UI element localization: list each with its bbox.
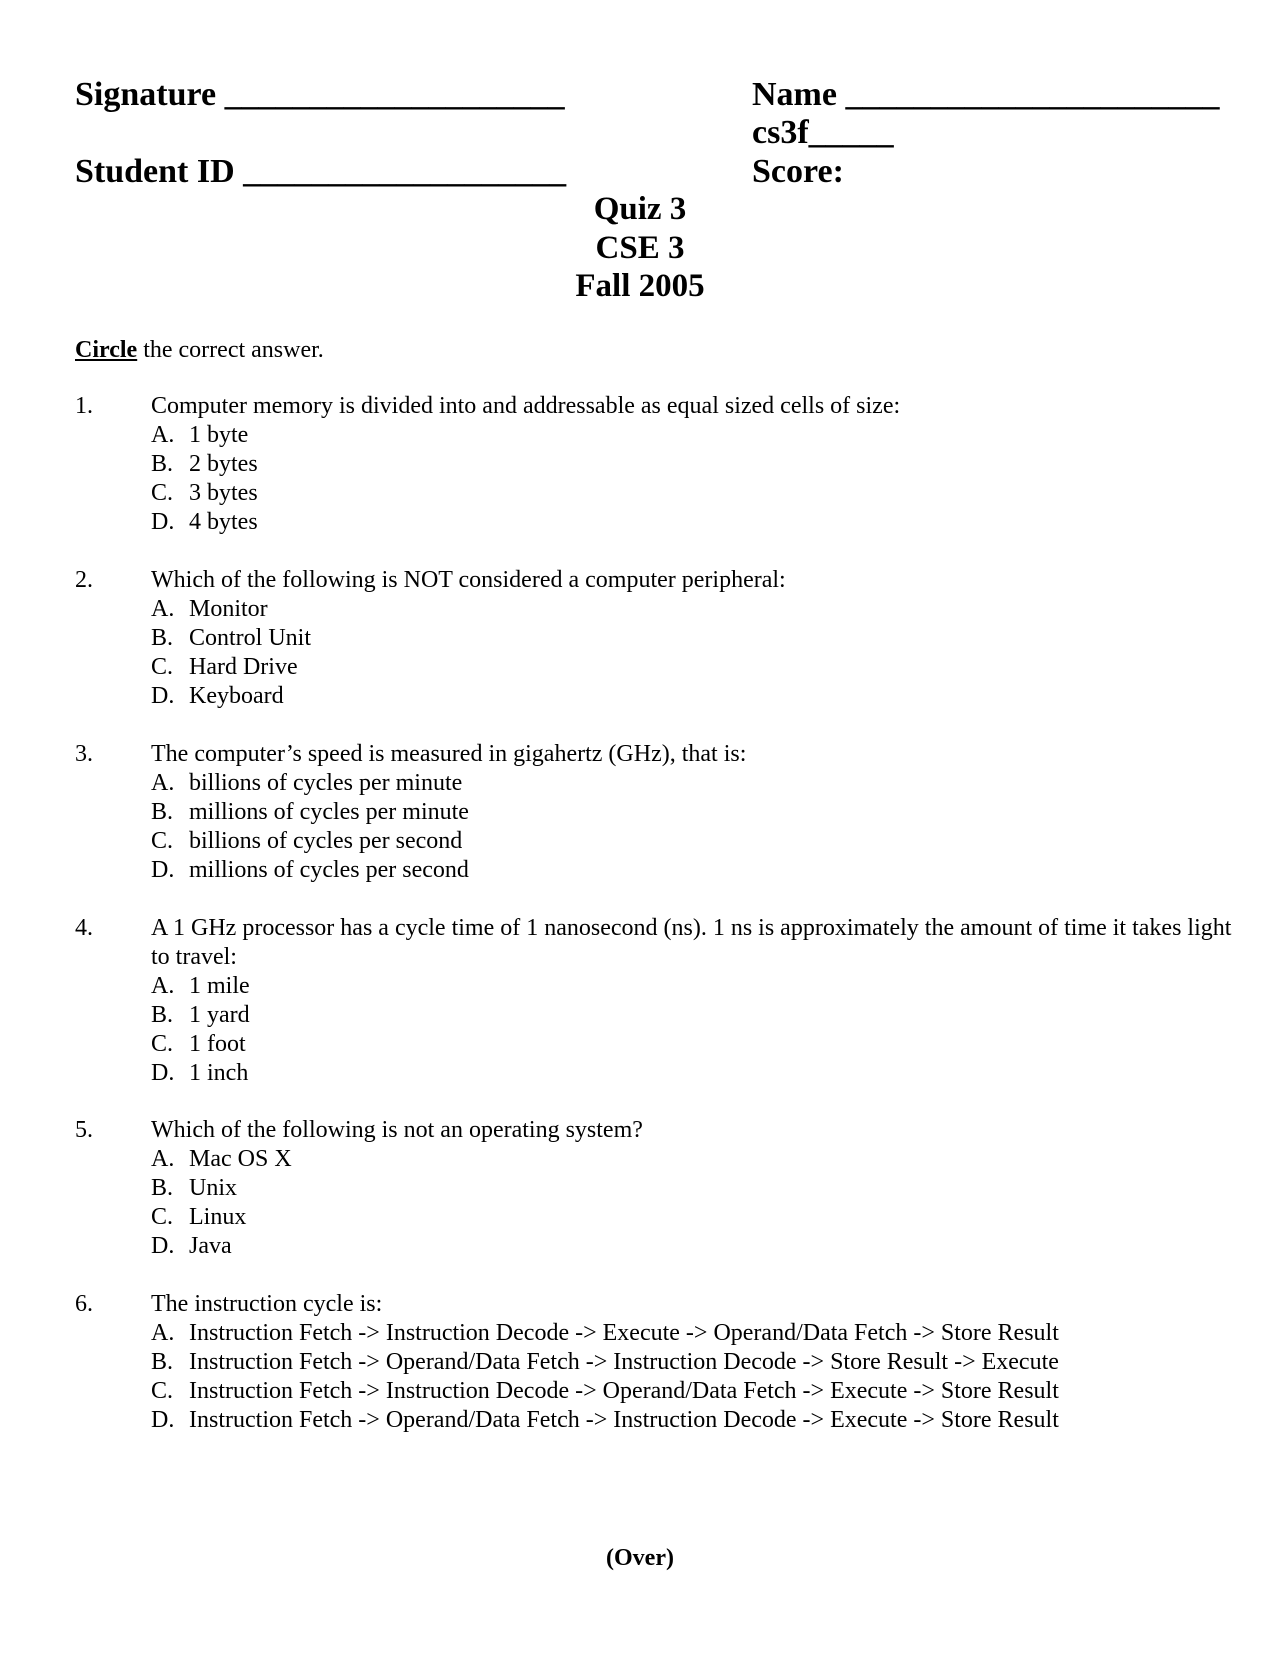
login-field: cs3f_____ xyxy=(752,114,894,151)
option-text: Linux xyxy=(189,1204,247,1230)
answer-option-d[interactable] xyxy=(151,1232,1251,1261)
option-letter: D. xyxy=(151,1407,175,1433)
question-5 xyxy=(75,1116,1251,1261)
instructions-emphasis: Circle xyxy=(75,337,138,363)
answer-option-b[interactable] xyxy=(151,1174,1251,1203)
answer-option-c[interactable] xyxy=(151,1030,1251,1059)
question-4 xyxy=(75,914,1251,1088)
answer-option-c[interactable] xyxy=(151,479,1251,508)
answer-options xyxy=(151,1145,1251,1261)
option-text: 3 bytes xyxy=(189,480,258,506)
option-text: 2 bytes xyxy=(189,451,258,477)
option-text: Control Unit xyxy=(189,625,312,651)
signature-field: Signature ____________________ xyxy=(75,76,565,113)
question-text: Computer memory is divided into and addressable as equal sized cells of size: xyxy=(151,393,901,419)
option-text: Hard Drive xyxy=(189,654,298,680)
answer-option-a[interactable] xyxy=(151,769,1251,798)
option-text: Instruction Fetch -> Operand/Data Fetch -> Instruction Decode -> Execute -> Store Result xyxy=(189,1407,1059,1433)
question-6 xyxy=(75,1290,1251,1435)
question-number: 1. xyxy=(75,393,93,419)
option-letter: B. xyxy=(151,625,174,651)
option-letter: C. xyxy=(151,480,174,506)
page-footer-over: (Over) xyxy=(606,1545,674,1571)
option-text: billions of cycles per minute xyxy=(189,770,463,796)
option-letter: B. xyxy=(151,1175,174,1201)
option-letter: B. xyxy=(151,1002,174,1028)
option-text: Monitor xyxy=(189,596,268,622)
option-letter: A. xyxy=(151,770,175,796)
answer-option-b[interactable] xyxy=(151,798,1251,827)
option-text: Instruction Fetch -> Operand/Data Fetch -> Instruction Decode -> Store Result -> Execute xyxy=(189,1349,1059,1375)
answer-options xyxy=(151,595,1251,711)
option-letter: B. xyxy=(151,1349,174,1375)
option-letter: D. xyxy=(151,509,175,535)
answer-option-b[interactable] xyxy=(151,1001,1251,1030)
option-letter: C. xyxy=(151,654,174,680)
option-text: millions of cycles per second xyxy=(189,857,469,883)
option-text: Java xyxy=(189,1233,232,1259)
answer-option-d[interactable] xyxy=(151,856,1251,885)
option-letter: D. xyxy=(151,683,175,709)
question-text: A 1 GHz processor has a cycle time of 1 nanosecond (ns). 1 ns is approximately the amount of time it takes light to travel: xyxy=(151,915,1232,970)
answer-option-a[interactable] xyxy=(151,421,1251,450)
option-letter: C. xyxy=(151,828,174,854)
option-letter: B. xyxy=(151,799,174,825)
question-text: The instruction cycle is: xyxy=(151,1291,383,1317)
instructions-text: the correct answer. xyxy=(137,337,324,363)
option-text: Mac OS X xyxy=(189,1146,292,1172)
option-text: 1 byte xyxy=(189,422,249,448)
answer-option-b[interactable] xyxy=(151,624,1251,653)
option-letter: A. xyxy=(151,1320,175,1346)
title-quiz: Quiz 3 xyxy=(593,191,687,227)
question-1 xyxy=(75,392,1251,537)
option-text: 1 foot xyxy=(189,1031,246,1057)
option-text: Keyboard xyxy=(189,683,284,709)
option-letter: A. xyxy=(151,1146,175,1172)
option-text: millions of cycles per minute xyxy=(189,799,469,825)
answer-options xyxy=(151,421,1251,537)
option-letter: A. xyxy=(151,422,175,448)
student-id-field: Student ID ___________________ xyxy=(75,153,567,190)
option-letter: C. xyxy=(151,1204,174,1230)
answer-options xyxy=(151,1319,1251,1435)
answer-option-a[interactable] xyxy=(151,595,1251,624)
option-letter: C. xyxy=(151,1031,174,1057)
question-text: Which of the following is NOT considered a computer peripheral: xyxy=(151,567,786,593)
question-number: 4. xyxy=(75,915,93,941)
answer-option-d[interactable] xyxy=(151,1059,1251,1088)
option-letter: C. xyxy=(151,1378,174,1404)
title-term: Fall 2005 xyxy=(575,268,705,304)
answer-option-d[interactable] xyxy=(151,508,1251,537)
answer-option-b[interactable] xyxy=(151,1348,1251,1377)
option-letter: A. xyxy=(151,973,175,999)
option-letter: D. xyxy=(151,857,175,883)
question-3 xyxy=(75,740,1251,885)
option-text: billions of cycles per second xyxy=(189,828,463,854)
score-field: Score: xyxy=(752,153,844,190)
option-text: 1 mile xyxy=(189,973,250,999)
answer-option-c[interactable] xyxy=(151,653,1251,682)
question-number: 2. xyxy=(75,567,93,593)
answer-option-c[interactable] xyxy=(151,1377,1251,1406)
option-text: Instruction Fetch -> Instruction Decode -> Execute -> Operand/Data Fetch -> Store Result xyxy=(189,1320,1059,1346)
option-text: Instruction Fetch -> Instruction Decode -> Operand/Data Fetch -> Execute -> Store Result xyxy=(189,1378,1059,1404)
question-text: Which of the following is not an operating system? xyxy=(151,1117,643,1143)
answer-options xyxy=(151,972,1251,1088)
answer-option-c[interactable] xyxy=(151,1203,1251,1232)
question-number: 3. xyxy=(75,741,93,767)
option-text: 1 inch xyxy=(189,1060,249,1086)
answer-option-c[interactable] xyxy=(151,827,1251,856)
instructions xyxy=(75,335,324,365)
quiz-title xyxy=(0,190,1280,306)
option-text: Unix xyxy=(189,1175,237,1201)
answer-option-d[interactable] xyxy=(151,682,1251,711)
answer-option-b[interactable] xyxy=(151,450,1251,479)
answer-option-a[interactable] xyxy=(151,1145,1251,1174)
question-number: 6. xyxy=(75,1291,93,1317)
answer-option-a[interactable] xyxy=(151,972,1251,1001)
question-2 xyxy=(75,566,1251,711)
answer-option-a[interactable] xyxy=(151,1319,1251,1348)
option-letter: D. xyxy=(151,1060,175,1086)
title-course: CSE 3 xyxy=(595,229,685,266)
answer-option-d[interactable] xyxy=(151,1406,1251,1435)
answer-options xyxy=(151,769,1251,885)
option-text: 4 bytes xyxy=(189,509,258,535)
option-letter: B. xyxy=(151,451,174,477)
option-text: 1 yard xyxy=(189,1002,250,1028)
question-number: 5. xyxy=(75,1117,93,1143)
option-letter: A. xyxy=(151,596,175,622)
option-letter: D. xyxy=(151,1233,175,1259)
question-text: The computer’s speed is measured in gigahertz (GHz), that is: xyxy=(151,741,747,767)
name-field: Name ______________________ xyxy=(752,76,1220,113)
